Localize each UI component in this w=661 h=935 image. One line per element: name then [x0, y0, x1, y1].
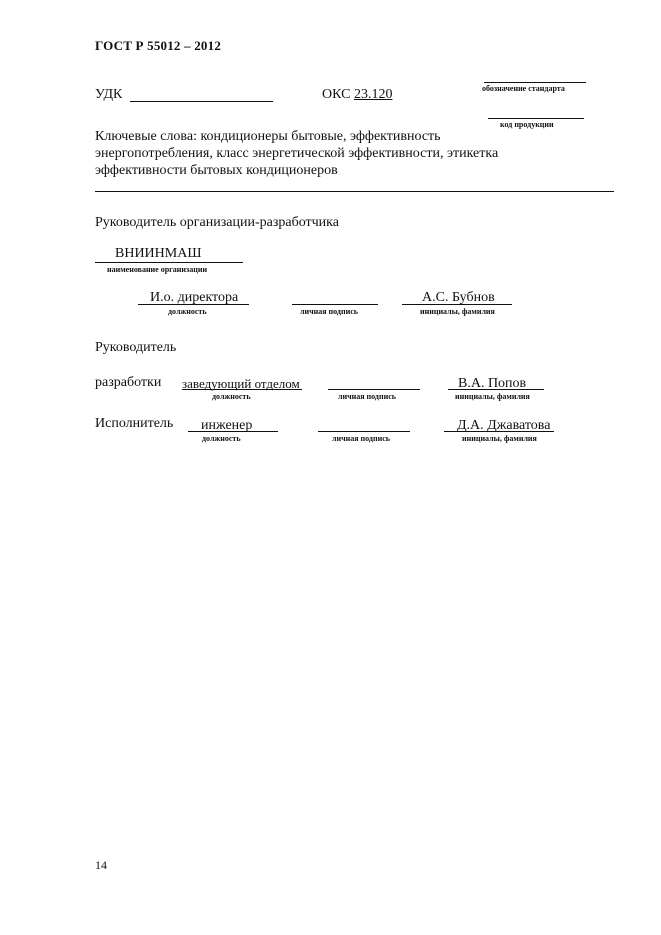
- dev-head-name: В.А. Попов: [458, 376, 527, 391]
- org-name-line: [95, 262, 243, 263]
- standard-header: ГОСТ Р 55012 – 2012: [95, 38, 222, 53]
- dev-head-title-2: разработки: [95, 375, 162, 390]
- dev-head-name-caption: инициалы, фамилия: [455, 392, 530, 401]
- product-code-line: [488, 118, 584, 119]
- org-name: ВНИИНМАШ: [115, 246, 202, 261]
- executor-signature-line: [318, 431, 410, 432]
- org-head-signature-line: [292, 304, 378, 305]
- org-head-position: И.о. директора: [150, 290, 239, 305]
- org-head-position-caption: должность: [168, 307, 207, 316]
- dev-head-name-line: [448, 389, 544, 390]
- executor-position: инженер: [201, 418, 253, 433]
- standard-designation-caption: обозначение стандарта: [482, 84, 565, 93]
- oks-field: [322, 87, 392, 103]
- dev-head-position-line: [182, 389, 302, 390]
- org-head-position-line: [138, 304, 249, 305]
- executor-position-caption: должность: [202, 434, 241, 443]
- developer-org-title: Руководитель организации-разработчика: [95, 215, 339, 230]
- org-head-name-caption: инициалы, фамилия: [420, 307, 495, 316]
- keywords-line-3: эффективности бытовых кондиционеров: [95, 163, 338, 178]
- keywords-block: [95, 128, 615, 179]
- org-head-name: А.С. Бубнов: [422, 290, 495, 305]
- dev-head-position: заведующий отделом: [182, 376, 300, 391]
- oks-code: 23.120: [353, 87, 393, 102]
- executor-label: Исполнитель: [95, 416, 174, 431]
- executor-name: Д.А. Джаватова: [457, 418, 551, 433]
- dev-head-signature-caption: личная подпись: [338, 392, 396, 401]
- keywords-line-2: энергопотребления, класс энергетической эффективности, этикетка: [95, 146, 499, 161]
- executor-signature-caption: личная подпись: [332, 434, 390, 443]
- keywords-divider: [95, 191, 614, 192]
- org-head-name-line: [402, 304, 512, 305]
- dev-head-title: Руководитель: [95, 340, 177, 355]
- dev-head-signature-line: [328, 389, 420, 390]
- udk-field-line: [130, 101, 273, 102]
- standard-designation-line: [484, 82, 586, 83]
- page-number: 14: [95, 858, 107, 872]
- executor-position-line: [188, 431, 278, 432]
- org-name-caption: наименование организации: [107, 265, 208, 274]
- dev-head-position-caption: должность: [212, 392, 251, 401]
- product-code-caption: код продукции: [500, 120, 554, 129]
- org-head-signature-caption: личная подпись: [300, 307, 358, 316]
- udk-label: УДК: [95, 87, 123, 102]
- executor-name-line: [444, 431, 554, 432]
- keywords-line-1: Ключевые слова: кондиционеры бытовые, эффективность: [95, 129, 441, 144]
- executor-name-caption: инициалы, фамилия: [462, 434, 537, 443]
- oks-label: ОКС: [322, 87, 351, 102]
